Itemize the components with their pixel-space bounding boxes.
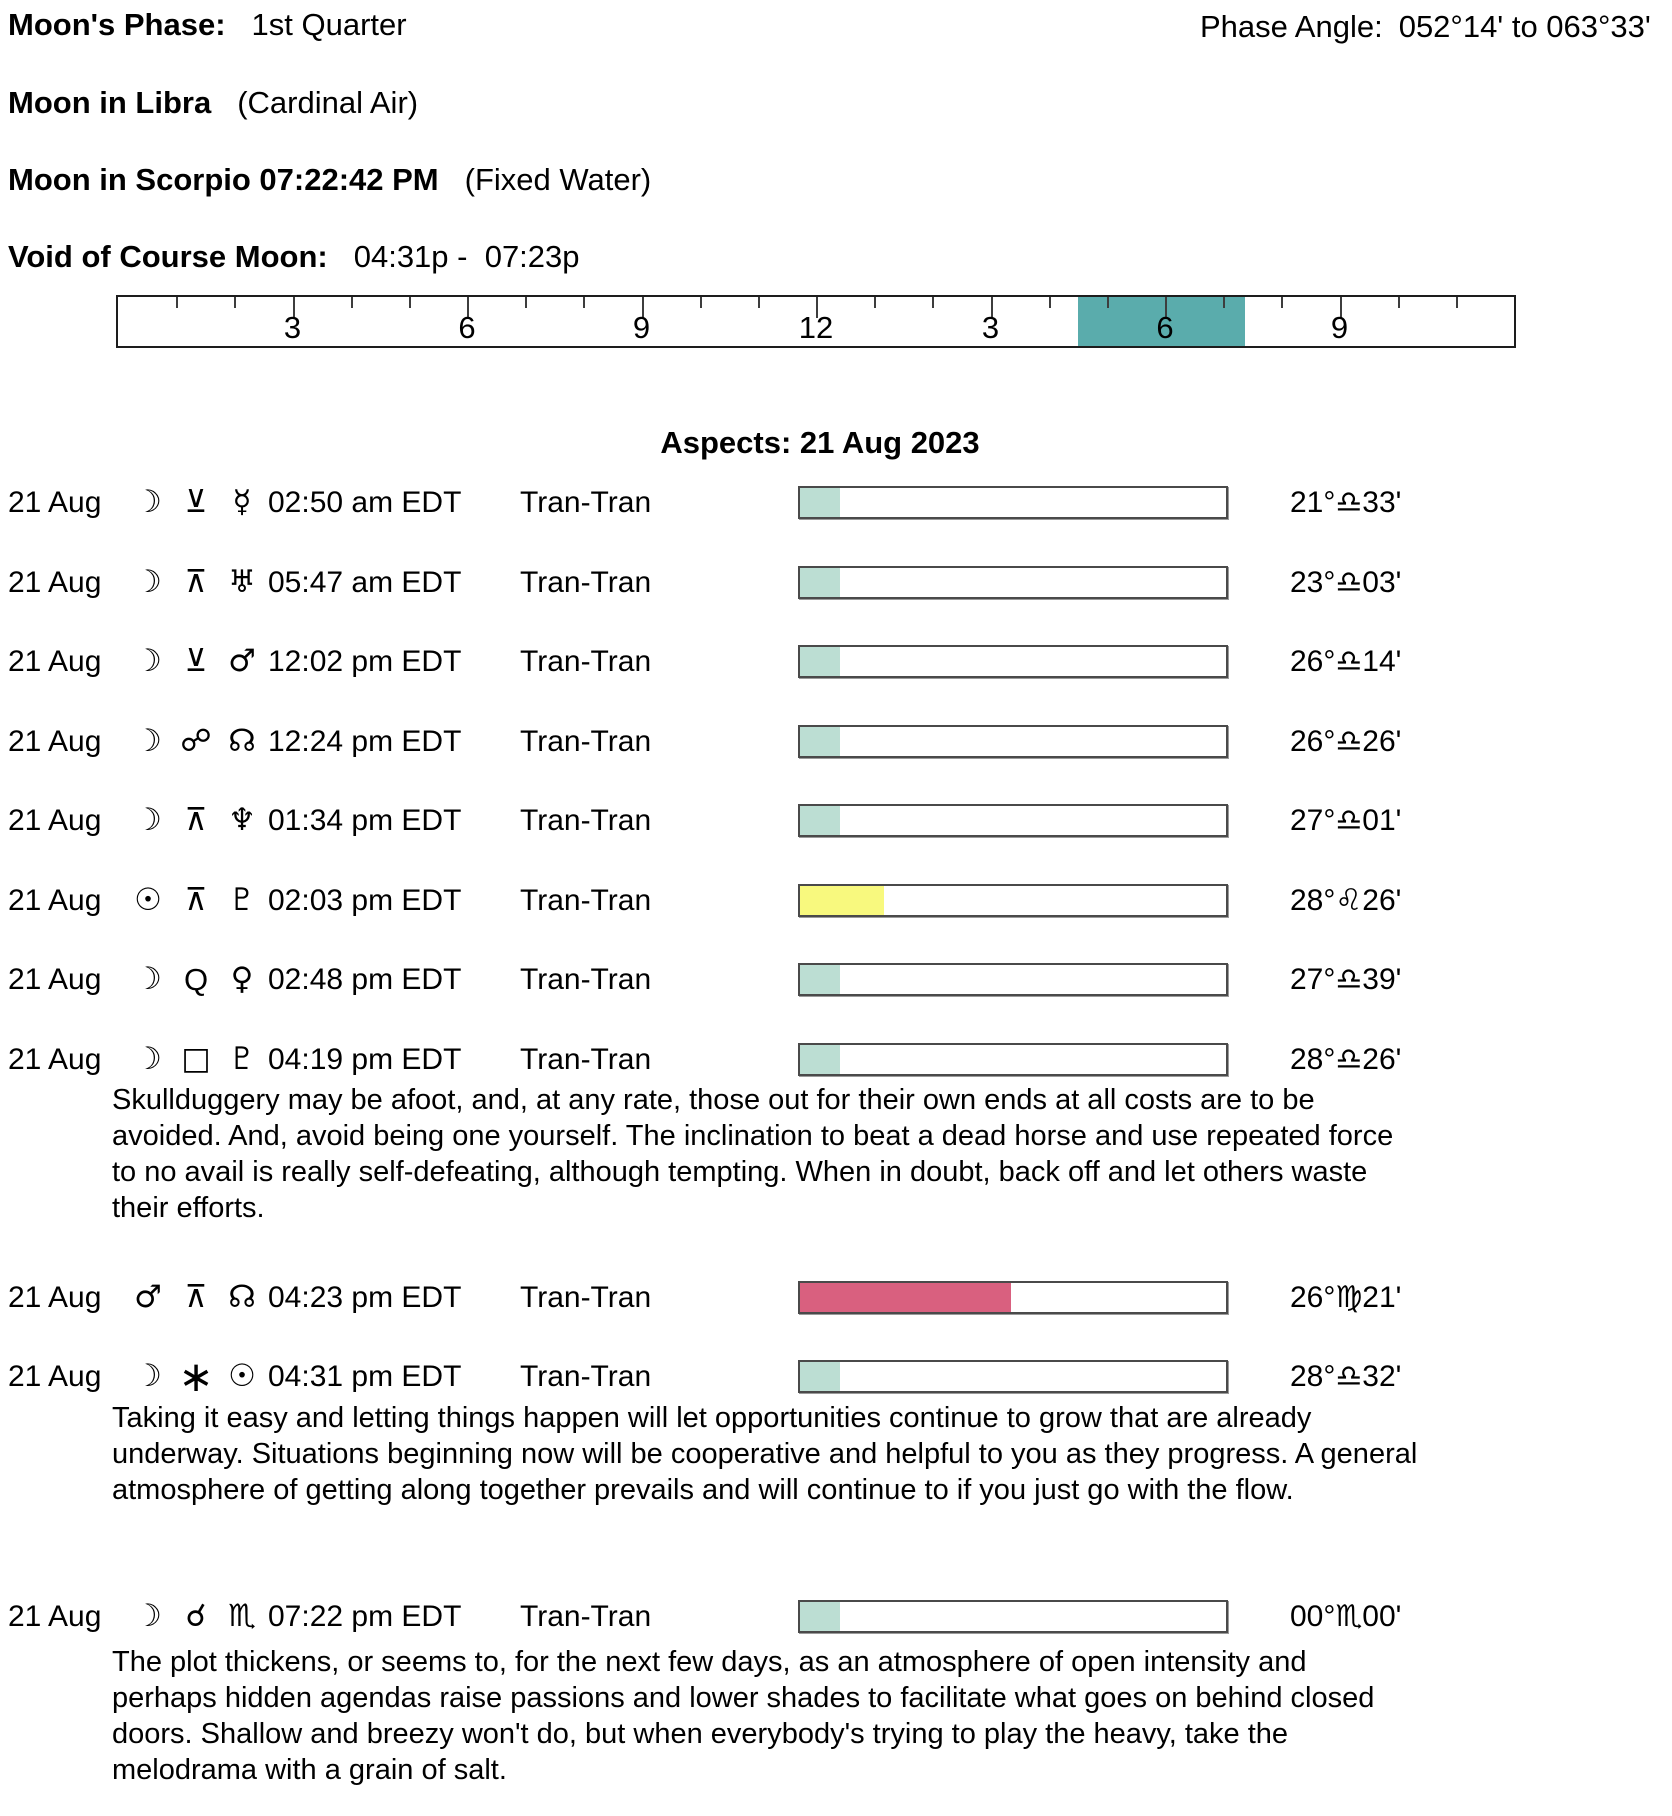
aspect-position: 27°♎01' [1290, 804, 1402, 837]
conjunction-icon: ☌ [185, 1598, 207, 1634]
aspect-date: 21 Aug [8, 486, 102, 519]
aspects-title: Aspects: 21 Aug 2023 [660, 425, 980, 460]
orb-progress-bar [798, 725, 1228, 758]
aspect-type: Tran-Tran [520, 566, 652, 599]
hour-tick [874, 297, 876, 308]
orb-progress-bar [798, 486, 1228, 519]
moon-in-scorpio-label: Moon in Scorpio 07:22:42 PM [8, 162, 439, 197]
aspect-position: 23°♎03' [1290, 566, 1402, 599]
orb-progress-fill [800, 488, 840, 517]
aspect-position: 21°♎33' [1290, 486, 1402, 519]
aspect-row [0, 566, 1672, 599]
aspect-time: 02:50 am EDT [268, 486, 462, 519]
aspect-position: 26°♎14' [1290, 645, 1402, 678]
mercury-icon: ☿ [232, 484, 252, 520]
aspect-time: 01:34 pm EDT [268, 804, 462, 837]
hour-tick [1398, 297, 1400, 308]
moon-in-libra-note: (Cardinal Air) [237, 85, 419, 120]
semisextile-icon: ⊻ [184, 643, 208, 679]
north-node-icon: ☊ [228, 1279, 256, 1315]
venus-icon: ♀ [230, 961, 254, 997]
quintile-icon: Q [183, 962, 209, 997]
orb-progress-fill [800, 1283, 1011, 1312]
hour-label: 6 [458, 310, 476, 345]
aspect-type: Tran-Tran [520, 963, 652, 996]
moon-sign-line-1 [8, 86, 418, 120]
aspect-position: 27°♎39' [1290, 963, 1402, 996]
hour-label: 9 [632, 310, 651, 345]
aspect-date: 21 Aug [8, 645, 102, 678]
orb-progress-bar [798, 566, 1228, 599]
orb-progress-fill [800, 1362, 840, 1391]
hour-tick [583, 297, 585, 308]
aspect-date: 21 Aug [8, 1600, 102, 1633]
hour-label: 3 [283, 310, 302, 345]
voc-times: 04:31p - 07:23p [353, 239, 580, 274]
hour-tick [351, 297, 353, 308]
moon-icon: ☽ [134, 961, 162, 997]
aspect-row [0, 884, 1672, 917]
hour-tick [234, 297, 236, 308]
aspect-row [0, 1600, 1672, 1633]
orb-progress-bar [798, 804, 1228, 837]
aspect-position: 28°♎32' [1290, 1360, 1402, 1393]
orb-progress-bar [798, 645, 1228, 678]
aspect-time: 05:47 am EDT [268, 566, 462, 599]
aspect-position: 26°♍21' [1290, 1281, 1402, 1314]
uranus-icon: ♅ [228, 564, 256, 600]
phase-angle-value: 052°14' to 063°33' [1398, 9, 1651, 44]
hour-label: 12 [798, 310, 834, 345]
orb-progress-fill [800, 1602, 840, 1631]
quincunx-icon: ⊼ [184, 882, 208, 918]
aspect-row [0, 1043, 1672, 1076]
moon-icon: ☽ [134, 802, 162, 838]
quincunx-icon: ⊼ [184, 802, 208, 838]
hour-tick [932, 297, 934, 308]
aspect-date: 21 Aug [8, 804, 102, 837]
aspect-description: The plot thickens, or seems to, for the next few days, as an atmosphere of open intensity and perhaps hidden agendas raise passions and lower shades to facilitate what goes on behind closed doors. Shallow and breezy won't do, but when everybody's trying to play the heavy, take the melodrama with a grain of salt. [112, 1646, 1375, 1786]
moon-icon: ☽ [134, 1358, 162, 1394]
semisextile-icon: ⊻ [184, 484, 208, 520]
hour-label: 6 [1156, 310, 1174, 345]
aspect-row [0, 1352, 1672, 1401]
hour-tick [409, 297, 411, 308]
aspect-position: 00°♏00' [1290, 1600, 1402, 1633]
aspect-description: Skullduggery may be afoot, and, at any rate, those out for their own ends at all costs are to be avoided. And, avoid being one yourself. The inclination to beat a dead horse and use repeated force to no avail is really self-defeating, although tempting. When in doubt, back off and let others waste their efforts. [112, 1084, 1394, 1224]
moon-icon: ☽ [134, 723, 162, 759]
moons-phase-line [8, 8, 407, 42]
hour-label: 3 [981, 310, 1000, 345]
moon-icon: ☽ [134, 564, 162, 600]
hour-tick [1281, 297, 1283, 308]
aspect-type: Tran-Tran [520, 645, 652, 678]
aspect-date: 21 Aug [8, 884, 102, 917]
aspect-row [0, 804, 1672, 837]
quincunx-icon: ⊼ [184, 564, 208, 600]
square-icon: □ [181, 1041, 211, 1077]
hour-tick [525, 297, 527, 308]
moon-sign-line-2 [8, 163, 651, 197]
moon-in-libra-label: Moon in Libra [8, 85, 212, 120]
voc-label: Void of Course Moon: [8, 239, 328, 274]
aspect-type: Tran-Tran [520, 725, 652, 758]
voc-24h-ruler [116, 295, 1516, 348]
pluto-icon: ♇ [228, 882, 256, 918]
aspect-type: Tran-Tran [520, 1281, 652, 1314]
aspect-type: Tran-Tran [520, 1043, 652, 1076]
orb-progress-fill [800, 806, 840, 835]
orb-progress-bar [798, 1281, 1228, 1314]
hour-tick [176, 297, 178, 308]
phase-angle-label: Phase Angle: [1200, 9, 1383, 44]
moon-icon: ☽ [134, 1041, 162, 1077]
aspect-row [0, 963, 1672, 996]
aspect-position: 28°♎26' [1290, 1043, 1402, 1076]
aspect-position: 26°♎26' [1290, 725, 1402, 758]
aspect-time: 04:19 pm EDT [268, 1043, 462, 1076]
mars-icon: ♂ [134, 1279, 162, 1315]
aspect-row [0, 725, 1672, 758]
aspect-date: 21 Aug [8, 566, 102, 599]
moon-icon: ☽ [134, 484, 162, 520]
hour-tick [1223, 297, 1225, 308]
orb-progress-fill [800, 647, 840, 676]
hour-tick [758, 297, 760, 308]
aspect-row [0, 1281, 1672, 1314]
scorpio-icon: ♏ [228, 1598, 256, 1634]
aspect-date: 21 Aug [8, 963, 102, 996]
aspect-date: 21 Aug [8, 1043, 102, 1076]
aspect-row [0, 645, 1672, 678]
orb-progress-bar [798, 1360, 1228, 1393]
aspect-time: 12:24 pm EDT [268, 725, 462, 758]
hour-tick [1049, 297, 1051, 308]
aspect-type: Tran-Tran [520, 486, 652, 519]
opposition-icon: ☍ [180, 723, 212, 759]
moon-in-scorpio-note: (Fixed Water) [464, 162, 652, 197]
north-node-icon: ☊ [228, 723, 256, 759]
phase-angle-line [1200, 10, 1651, 44]
aspect-time: 04:31 pm EDT [268, 1360, 462, 1393]
hour-tick [1107, 297, 1109, 308]
aspect-row [0, 486, 1672, 519]
moon-icon: ☽ [134, 1598, 162, 1634]
aspect-time: 02:48 pm EDT [268, 963, 462, 996]
aspect-description: Taking it easy and letting things happen will let opportunities continue to grow that are already underway. Situations beginning now will be cooperative and helpful to you as they progress. A general atmosphere of getting along together prevails and will continue to if you just go with the flow. [112, 1402, 1418, 1506]
aspect-time: 12:02 pm EDT [268, 645, 462, 678]
orb-progress-bar [798, 963, 1228, 996]
aspect-type: Tran-Tran [520, 804, 652, 837]
aspect-type: Tran-Tran [520, 1360, 652, 1393]
orb-progress-fill [800, 727, 840, 756]
sextile-icon: ∗ [178, 1352, 214, 1401]
sun-icon: ☉ [134, 882, 162, 918]
aspect-type: Tran-Tran [520, 884, 652, 917]
aspect-date: 21 Aug [8, 725, 102, 758]
aspect-time: 02:03 pm EDT [268, 884, 462, 917]
orb-progress-fill [800, 965, 840, 994]
quincunx-icon: ⊼ [184, 1279, 208, 1315]
aspect-date: 21 Aug [8, 1360, 102, 1393]
aspect-time: 07:22 pm EDT [268, 1600, 462, 1633]
aspect-position: 28°♌26' [1290, 884, 1402, 917]
orb-progress-bar [798, 884, 1228, 917]
sun-icon: ☉ [228, 1358, 256, 1394]
orb-progress-bar [798, 1600, 1228, 1633]
orb-progress-fill [800, 568, 840, 597]
hour-tick [1456, 297, 1458, 308]
moons-phase-value: 1st Quarter [251, 7, 407, 42]
orb-progress-bar [798, 1043, 1228, 1076]
aspect-time: 04:23 pm EDT [268, 1281, 462, 1314]
orb-progress-fill [800, 886, 884, 915]
pluto-icon: ♇ [228, 1041, 256, 1077]
aspect-type: Tran-Tran [520, 1600, 652, 1633]
aspect-date: 21 Aug [8, 1281, 102, 1314]
void-of-course-line [8, 240, 580, 274]
moon-icon: ☽ [134, 643, 162, 679]
hour-label: 9 [1330, 310, 1349, 345]
neptune-icon: ♆ [228, 802, 256, 838]
orb-progress-fill [800, 1045, 840, 1074]
moons-phase-label: Moon's Phase: [8, 7, 226, 42]
mars-icon: ♂ [228, 643, 256, 679]
hour-tick [700, 297, 702, 308]
